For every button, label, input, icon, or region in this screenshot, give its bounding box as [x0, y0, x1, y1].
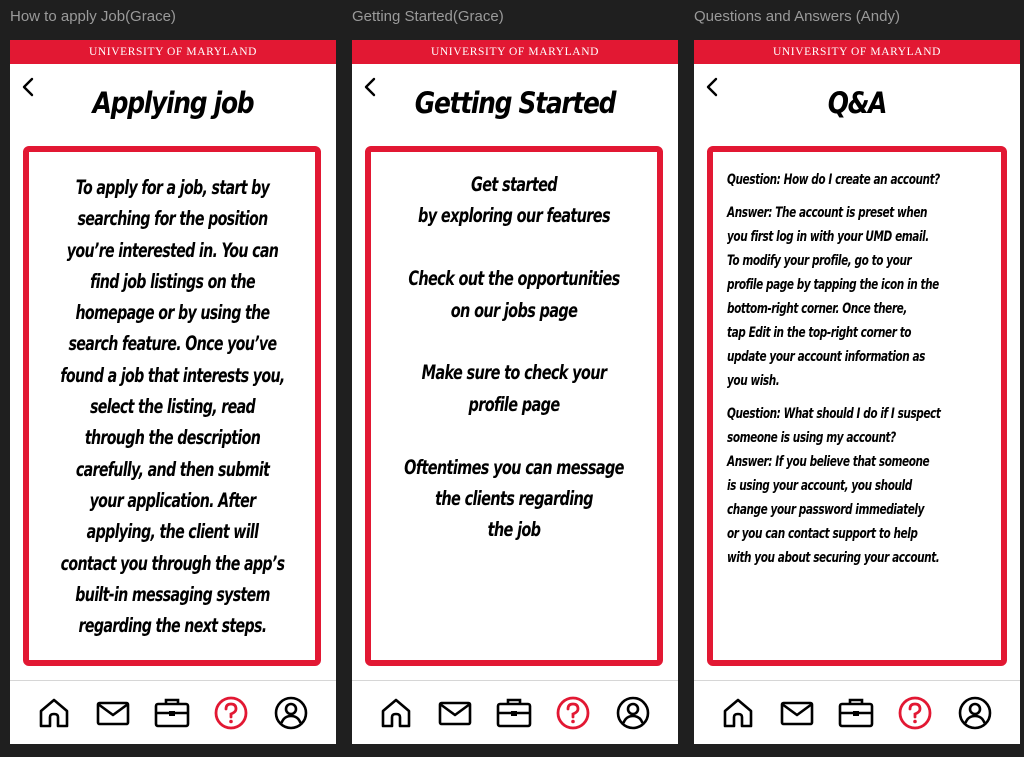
- text-line: To modify your profile, go to your: [727, 252, 912, 269]
- page-title: Q&A: [827, 86, 887, 120]
- text-line: select the listing, read: [89, 395, 255, 419]
- text-line: on our jobs page: [450, 298, 578, 322]
- tab-jobs[interactable]: [837, 694, 875, 732]
- user-circle-icon: [614, 694, 652, 732]
- text-line: someone is using my account?: [727, 429, 896, 446]
- tab-profile[interactable]: [956, 694, 994, 732]
- question-circle-icon: [896, 694, 934, 732]
- paragraph: [377, 169, 651, 232]
- text-line: search feature. Once you’ve: [68, 332, 276, 356]
- text-line: find job listings on the: [89, 269, 255, 293]
- text-line: the clients regarding: [435, 487, 593, 511]
- tab-profile[interactable]: [614, 694, 652, 732]
- text-line: with you about securing your account.: [727, 549, 940, 566]
- mail-icon: [94, 694, 132, 732]
- text-line: Oftentimes you can message: [404, 455, 624, 479]
- text-line: profile page by tapping the icon in the: [727, 276, 939, 293]
- university-banner: UNIVERSITY OF MARYLAND: [352, 40, 678, 64]
- home-icon: [377, 694, 415, 732]
- tab-profile[interactable]: [272, 694, 310, 732]
- text-line: regarding the next steps.: [78, 614, 266, 638]
- text-line: through the description: [84, 426, 260, 450]
- text-line: carefully, and then submit: [75, 457, 269, 481]
- answer-2: [727, 450, 993, 570]
- getting-started-text: [377, 169, 651, 577]
- page-title: Getting Started: [414, 86, 616, 120]
- paragraph: [377, 357, 651, 420]
- tab-help[interactable]: [554, 694, 592, 732]
- tab-help[interactable]: [212, 694, 250, 732]
- tab-home[interactable]: [35, 694, 73, 732]
- user-circle-icon: [272, 694, 310, 732]
- tab-jobs[interactable]: [153, 694, 191, 732]
- tab-bar: [694, 690, 1020, 736]
- question-1: [727, 168, 993, 192]
- text-line: tap Edit in the top-right corner to: [727, 324, 912, 341]
- paragraph: [377, 452, 651, 546]
- text-line: contact you through the app’s: [60, 551, 284, 575]
- text-line: you’re interested in. You can: [66, 238, 278, 262]
- content-box: [707, 146, 1007, 666]
- tab-help[interactable]: [896, 694, 934, 732]
- text-line: by exploring our features: [418, 204, 610, 228]
- text-line: bottom-right corner. Once there,: [727, 300, 907, 317]
- university-banner: UNIVERSITY OF MARYLAND: [694, 40, 1020, 64]
- text-line: or you can contact support to help: [727, 525, 918, 542]
- briefcase-icon: [495, 694, 533, 732]
- paragraph: [377, 263, 651, 326]
- question-circle-icon: [212, 694, 250, 732]
- text-line: found a job that interests you,: [59, 363, 285, 387]
- qa-text: [727, 168, 993, 579]
- text-line: Answer: If you believe that someone: [727, 453, 930, 470]
- text-line: applying, the client will: [86, 520, 258, 544]
- frame-label: Questions and Answers (Andy): [694, 8, 900, 25]
- question-2: [727, 402, 993, 450]
- instructions-text: [41, 172, 304, 641]
- text-line: the job: [487, 518, 541, 542]
- text-line: Get started: [470, 173, 558, 196]
- text-line: built-in messaging system: [74, 582, 270, 606]
- text-line: update your account information as: [727, 348, 925, 365]
- text-line: To apply for a job, start by: [75, 176, 269, 199]
- text-line: Make sure to check your: [421, 361, 607, 385]
- text-line: homepage or by using the: [74, 301, 270, 325]
- text-line: profile page: [468, 392, 560, 416]
- question-circle-icon: [554, 694, 592, 732]
- tab-bar-divider: [694, 680, 1020, 681]
- text-line: you wish.: [727, 372, 780, 389]
- page-title: Applying job: [92, 86, 254, 120]
- tab-messages[interactable]: [94, 694, 132, 732]
- briefcase-icon: [837, 694, 875, 732]
- tab-messages[interactable]: [778, 694, 816, 732]
- tab-bar-divider: [352, 680, 678, 681]
- frame-label: How to apply Job(Grace): [10, 8, 176, 25]
- user-circle-icon: [956, 694, 994, 732]
- tab-bar: [10, 690, 336, 736]
- text-line: change your password immediately: [727, 501, 924, 518]
- mail-icon: [436, 694, 474, 732]
- text-line: is using your account, you should: [727, 477, 912, 494]
- text-line: Question: What should I do if I suspect: [727, 405, 941, 422]
- tab-home[interactable]: [719, 694, 757, 732]
- tab-bar: [352, 690, 678, 736]
- phone-screen-qa: [694, 40, 1020, 744]
- university-banner: UNIVERSITY OF MARYLAND: [10, 40, 336, 64]
- tab-home[interactable]: [377, 694, 415, 732]
- content-box: [365, 146, 663, 666]
- text-line: you first log in with your UMD email.: [727, 228, 929, 245]
- text-line: your application. After: [89, 488, 255, 512]
- mail-icon: [778, 694, 816, 732]
- text-line: searching for the position: [76, 207, 268, 231]
- briefcase-icon: [153, 694, 191, 732]
- phone-screen-getting-started: [352, 40, 678, 744]
- phone-screen-applying-job: [10, 40, 336, 744]
- tab-messages[interactable]: [436, 694, 474, 732]
- tab-jobs[interactable]: [495, 694, 533, 732]
- home-icon: [35, 694, 73, 732]
- home-icon: [719, 694, 757, 732]
- frame-label: Getting Started(Grace): [352, 8, 504, 25]
- answer-1: [727, 201, 993, 393]
- content-box: [23, 146, 321, 666]
- text-line: Answer: The account is preset when: [727, 204, 928, 221]
- text-line: Question: How do I create an account?: [727, 171, 940, 188]
- tab-bar-divider: [10, 680, 336, 681]
- text-line: Check out the opportunities: [408, 267, 620, 291]
